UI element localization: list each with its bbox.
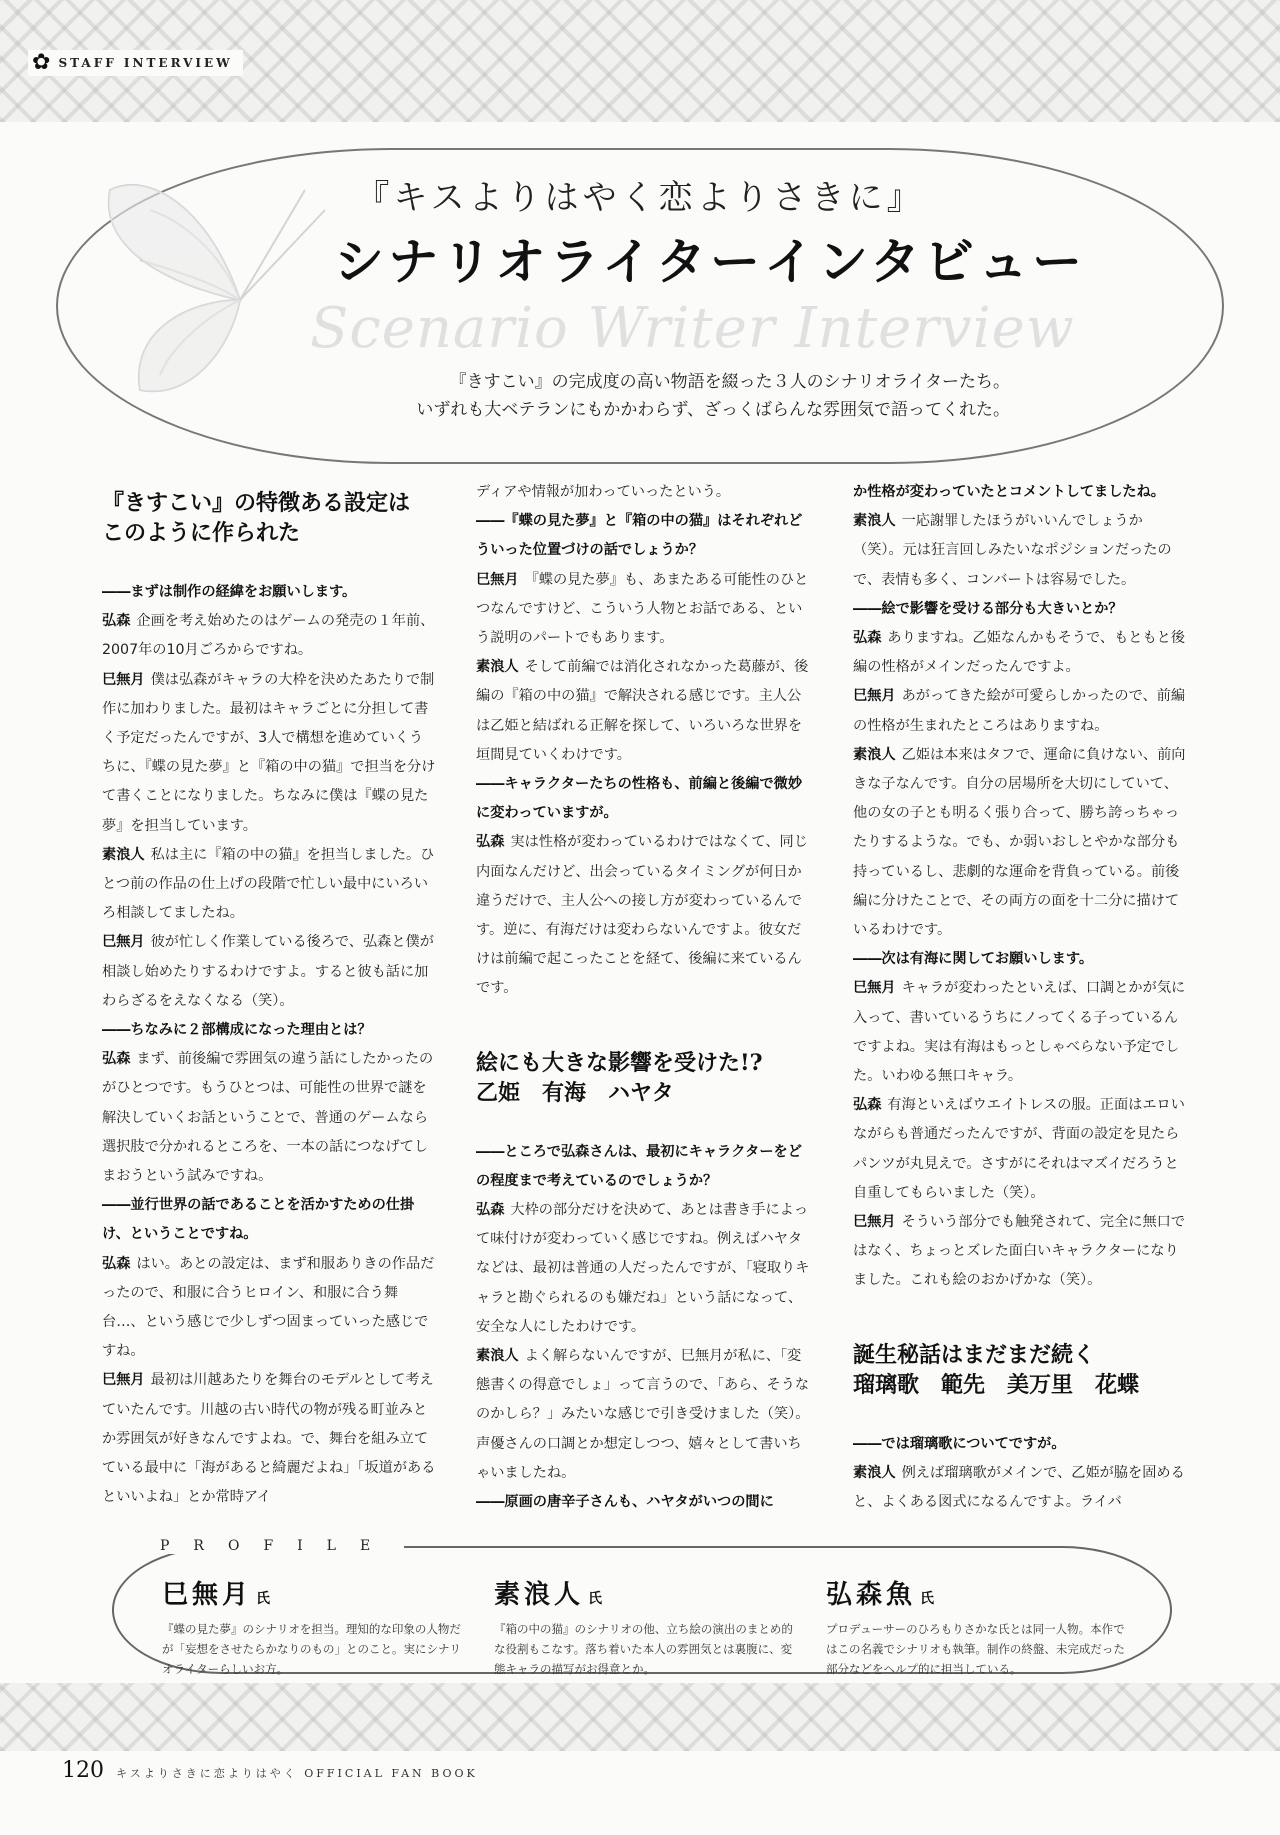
profile-description: 『蝶の見た夢』のシナリオを担当。理知的な印象の人物だが「妄想をさせたらかなりのもの」とのこと。実にシナリオライターらしいお方。: [162, 1622, 461, 1676]
profile-name: 素浪人: [494, 1580, 585, 1610]
section-header: [28, 50, 243, 76]
answer-text: 企画を考え始めたのはゲームの発売の１年前、2007年の10月ごろからですね。: [102, 613, 435, 659]
answer-text: そして前編では消化されなかった葛藤が、後編の『箱の中の猫』で解決される感じです。主人公は乙姫と結ばれる正解を探して、いろいろな世界を垣間見ていくわけです。: [476, 659, 809, 763]
speaker-name: 弘森: [853, 630, 882, 647]
interview-question: ――キャラクターたちの性格も、前編と後編で微妙に変わっていますが。: [476, 776, 803, 822]
column-3-body: [853, 478, 1187, 1296]
speaker-name: 巳無月: [853, 688, 896, 705]
speaker-name: 素浪人: [476, 659, 519, 676]
speaker-name: 巳無月: [102, 671, 145, 688]
answer-text: 実は性格が変わっているわけではなくて、同じ内面なんだけど、出会っているタイミングが何日か違うだけで、主人公への接し方が変わっているんです。逆に、有海だけは変わらないんですよ。彼女だけは前編で起こったことを経て、後編に来ているんです。: [476, 834, 808, 997]
profile-honorific: 氏: [588, 1591, 603, 1607]
speaker-name: 素浪人: [853, 513, 896, 530]
title-subtitle: 『キスよりはやく恋よりさきに』: [355, 178, 925, 218]
profile-card: [162, 1574, 462, 1679]
answer-text: 『蝶の見た夢』も、あまたある可能性のひとつなんですけど、こういう人物とお話である、という説明のパートでもあります。: [476, 571, 809, 647]
interview-question: ――『蝶の見た夢』と『箱の中の猫』はそれぞれどういった位置づけの話でしょうか？: [476, 513, 803, 559]
answer-text: そういう部分でも触発されて、完全に無口ではなく、ちょっとズレた面白いキャラクターになりました。これも絵のおかげかな（笑）。: [853, 1214, 1186, 1289]
profile-name: 巳無月: [162, 1580, 253, 1610]
profile-label: PROFILE: [150, 1538, 404, 1554]
answer-text: 一応謝罪したほうがいいんでしょうか（笑）。元は狂言回しみたいなポジションだったので、表情も多く、コンバートは容易でした。: [853, 513, 1172, 588]
column-2-body: [476, 478, 810, 1004]
interview-question: ――ところで弘森さんは、最初にキャラクターをどの程度まで考えているのでしょうか？: [476, 1143, 802, 1189]
interview-question: ――まずは制作の経緯をお願いします。: [102, 584, 357, 600]
title-english-watermark: Scenario Writer Interview: [310, 296, 1075, 361]
interview-answer: [476, 566, 810, 654]
interview-answer: [853, 974, 1187, 1091]
profile-name: 弘森魚: [826, 1580, 917, 1610]
speaker-name: 巳無月: [102, 1372, 145, 1389]
page-title: シナリオライターインタビュー: [334, 232, 1086, 291]
interview-answer: [853, 1208, 1187, 1296]
interview-question: ――並行世界の話であることを活かすための仕掛け、ということですね。: [102, 1197, 415, 1243]
column-1: [102, 478, 436, 1513]
interview-question: ――原画の唐辛子さんも、ハヤタがいつの間に: [476, 1494, 774, 1511]
interview-answer: [476, 653, 810, 770]
column-2: [476, 478, 810, 1517]
interview-question: ――絵で影響を受ける部分も大きいとか？: [853, 600, 1123, 617]
speaker-name: 弘森: [102, 1255, 131, 1272]
answer-text: まず、前後編で雰囲気の違う話にしたかったのがひとつです。もうひとつは、可能性の世界で謎を解決していくお話ということで、普通のゲームなら選択肢で分かれるところを、一本の話につなげてしまおうという試みですね。: [102, 1051, 434, 1185]
speaker-name: 巳無月: [853, 1214, 896, 1231]
interview-question: か性格が変わっていたとコメントしてましたね。: [853, 484, 1165, 500]
interview-question: ――ちなみに２部構成になった理由とは？: [102, 1022, 372, 1039]
speaker-name: 弘森: [476, 834, 505, 851]
profile-description: 『箱の中の猫』のシナリオの他、立ち絵の演出のまとめ的な役割もこなす。落ち着いた本人の雰囲気とは裏腹に、変態キャラの描写がお得意とか。: [494, 1622, 793, 1676]
answer-text: 乙姫は本来はタフで、運命に負けない、前向きな子なんです。自分の居場所を大切にしていて、他の女の子とも明るく張り合って、勝ち誇っちゃったりするような。でも、か弱いおしとやかな部分も持っているし、悲劇的な運命を背負っている。前後編に分けたことで、その両方の面を十二分に描けているわけです。: [853, 746, 1186, 939]
answer-text: 大枠の部分だけを決めて、あとは書き手によって味付けが変わっていく感じですね。例えばハヤタなどは、最初は普通の人だったんですが、「寝取りキャラと勘ぐられるのも嫌だね」という話になって、安全な人にしたわけです。: [476, 1202, 810, 1335]
interview-answer: [102, 841, 436, 929]
speaker-name: 弘森: [476, 1202, 505, 1219]
interview-answer: [476, 1196, 810, 1342]
speaker-name: 巳無月: [853, 980, 896, 997]
speaker-name: 素浪人: [102, 846, 145, 863]
answer-text: 僕は弘森がキャラの大枠を決めたあたりで制作に加わりました。最初はキャラごとに分担して書く予定だったんですが、3人で構想を進めていくうちに、『蝶の見た夢』と『箱の中の猫』で担当を分けて書くことになりました。ちなみに僕は『蝶の見た夢』を担当しています。: [102, 671, 436, 834]
section-heading-3: 誕生秘話はまだまだ続く 瑠璃歌 範先 美万里 花蝶: [853, 1341, 1140, 1398]
section-heading-1: 『きすこい』の特徴ある設定は このように作られた: [102, 490, 411, 546]
interview-answer: [853, 624, 1187, 682]
profile-card: [494, 1574, 794, 1679]
column-1-body: [102, 578, 436, 1513]
answer-text: はい。あとの設定は、まず和服ありきの作品だったので、和服に合うヒロイン、和服に合う舞台…、という感じで少しずつ固まっていった感じですね。: [102, 1255, 435, 1360]
interview-answer: [102, 928, 436, 1016]
answer-text: 有海といえばウエイトレスの服。正面はエロいながらも普通だったんですが、背面の設定を見たらパンツが丸見えで。さすがにそれはマズイだろうと自重してもらいました（笑）。: [853, 1097, 1185, 1201]
profile-honorific: 氏: [256, 1591, 271, 1607]
speaker-name: 巳無月: [476, 571, 519, 588]
interview-answer: [853, 507, 1187, 595]
answer-text: 私は主に『箱の中の猫』を担当しました。ひとつ前の作品の仕上げの段階で忙しい最中にいろいろ相談してましたね。: [102, 846, 435, 922]
answer-text: あがってきた絵が可愛らしかったので、前編の性格が生まれたところはありますね。: [853, 688, 1186, 734]
column-3: [853, 478, 1187, 1517]
speaker-name: 弘森: [102, 1051, 131, 1068]
interview-answer: [102, 1366, 436, 1512]
lead-line-1: 『きすこい』の完成度の高い物語を綴った３人のシナリオライターたち。: [449, 372, 1010, 392]
speaker-name: 弘森: [853, 1097, 882, 1114]
profile-description: プロデューサーのひろもりさかな氏とは同一人物。本作ではこの名義でシナリオも執筆。制作の終盤、未完成だった部分などをヘルプ的に担当している。: [826, 1622, 1125, 1676]
interview-answer: [102, 1250, 436, 1367]
interview-answer: [853, 1459, 1187, 1517]
answer-text: よく解らないんですが、巳無月が私に、「変態書くの得意でしょ」って言うので、「あら、そうなのかしら？」みたいな感じで引き受けました（笑）。声優さんの口調とか想定しつつ、嬉々として書いちゃいましたね。: [476, 1348, 810, 1481]
speaker-name: 巳無月: [102, 934, 145, 951]
interview-answer: [102, 666, 436, 841]
speaker-name: 素浪人: [853, 1464, 896, 1481]
interview-answer: [102, 1045, 436, 1191]
footer-book-title: キスよりさきに恋よりはやく OFFICIAL FAN BOOK: [116, 1767, 478, 1780]
page-footer: [62, 1758, 478, 1783]
answer-text: 最初は川越あたりを舞台のモデルとして考えていたんです。川越の古い時代の物が残る町並みとか雰囲気が好きなんですよね。で、舞台を組み立てている最中に「海があると綺麗だよね」「坂道があるといいよね」とか常時アイ: [102, 1372, 436, 1506]
page-number: 120: [62, 1758, 104, 1783]
section-header-text: STAFF INTERVIEW: [58, 56, 233, 70]
lead-text: [360, 368, 1010, 424]
column-3-body-2: [853, 1430, 1187, 1518]
flower-icon: ✿: [32, 50, 51, 75]
speaker-name: 弘森: [102, 613, 131, 630]
column-2-body-2: [476, 1138, 810, 1518]
interview-answer: [853, 741, 1187, 945]
profile-card: [826, 1574, 1126, 1679]
interview-answer: [853, 1091, 1187, 1208]
profile-honorific: 氏: [920, 1591, 935, 1607]
answer-text: ありますね。乙姫なんかもそうで、もともと後編の性格がメインだったんですよ。: [853, 630, 1186, 676]
bottom-pattern-band: [0, 1683, 1280, 1751]
interview-answer: [476, 1342, 810, 1488]
interview-answer: [102, 607, 436, 665]
interview-answer: [853, 682, 1187, 740]
answer-text: キャラが変わったといえば、口調とかが気に入って、書いているうちにノってくる子っているんですよね。実は有海はもっとしゃべらない予定でした。いわゆる無口キャラ。: [853, 980, 1186, 1085]
speaker-name: 素浪人: [853, 746, 896, 763]
interview-answer: [476, 828, 810, 1003]
answer-text: 彼が忙しく作業している後ろで、弘森と僕が相談し始めたりするわけですよ。すると彼も話に加わらざるをえなくなる（笑）。: [102, 934, 434, 1009]
paragraph: ディアや情報が加わっていったという。: [476, 484, 731, 500]
interview-question: ――次は有海に関してお願いします。: [853, 951, 1094, 968]
speaker-name: 素浪人: [476, 1348, 519, 1365]
section-heading-2: 絵にも大きな影響を受けた!? 乙姫 有海 ハヤタ: [476, 1049, 763, 1106]
answer-text: 例えば瑠璃歌がメインで、乙姫が脇を固めると、よくある図式になるんですよ。ライバ: [853, 1464, 1185, 1511]
interview-question: ――では瑠璃歌についてですが。: [853, 1435, 1066, 1452]
lead-line-2: いずれも大ベテランにもかかわらず、ざっくばらんな雰囲気で語ってくれた。: [416, 400, 1010, 420]
